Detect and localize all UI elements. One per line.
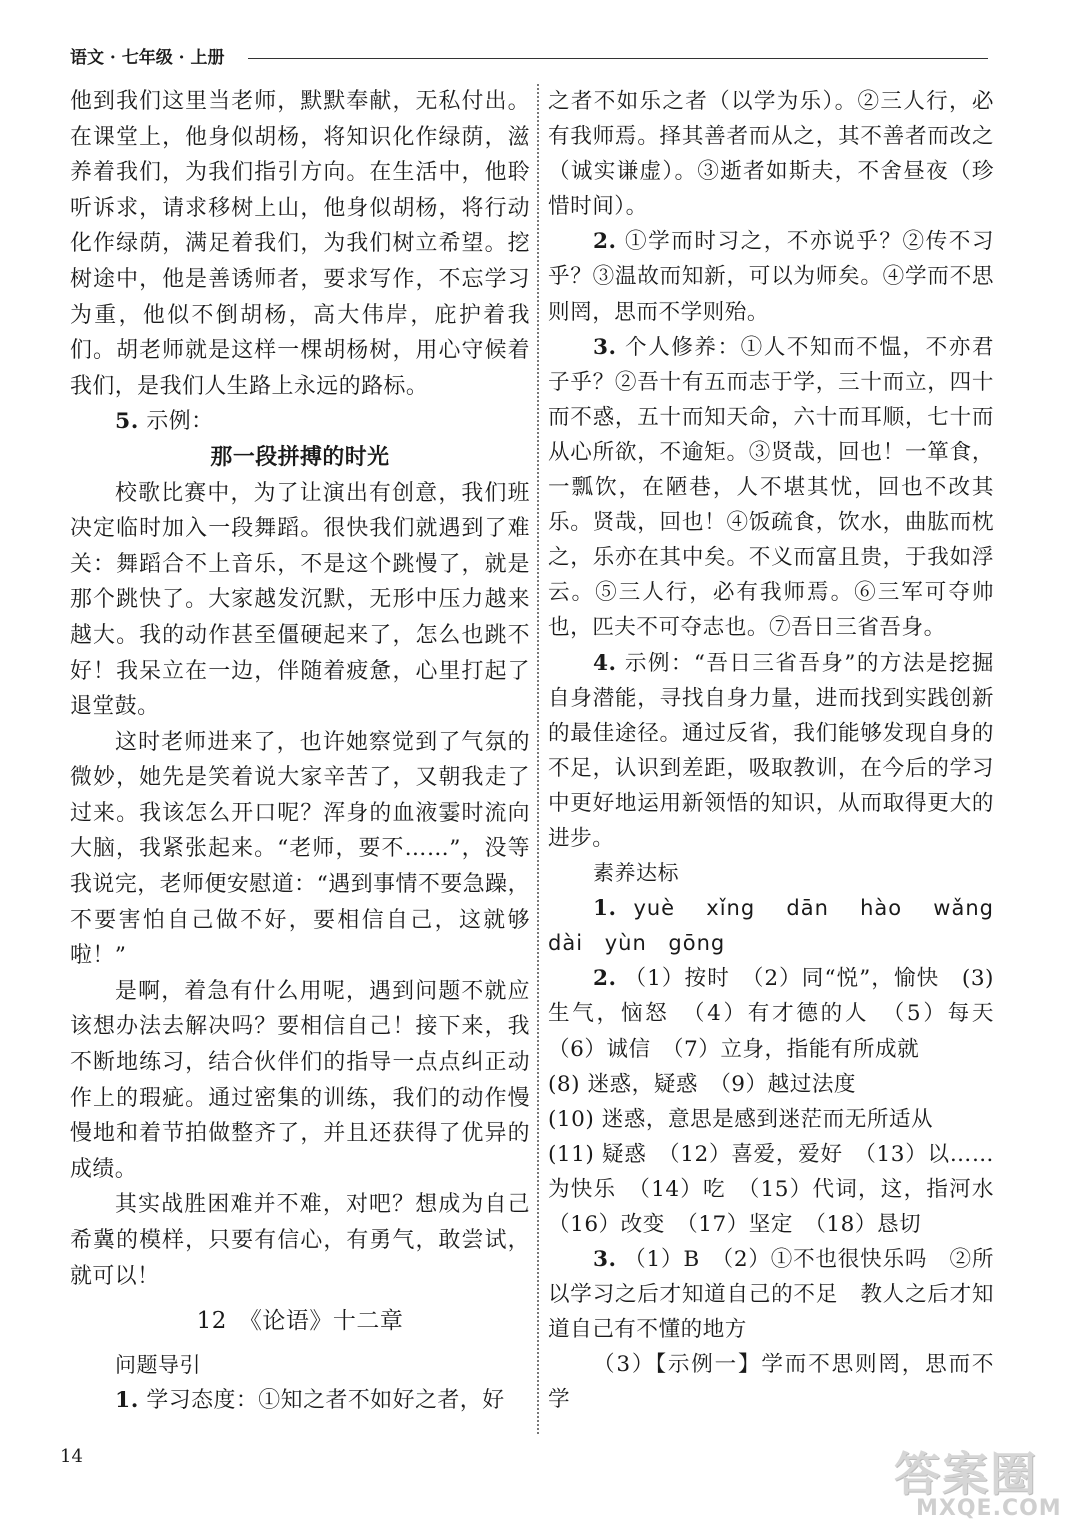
answer-line: (10) 迷惑，意思是感到迷茫而无所适从 — [548, 1106, 934, 1132]
answer-text: （1）按时 （2）同“悦”，愉快 (3) 生气，恼怒 （4）有才德的人 （5）每天 （6）诚信 （7）立身，指能有所成就 — [548, 966, 1017, 1062]
answer-text: 个人修养：①人不知而不愠，不亦君子乎？②吾十有五而志于学，三十而立，四十而不惑，五十而知天命，六十而耳顺，七十而从心所欲，不逾矩。③贤哉，回也！一箪食，一瓢饮，在陋巷，人不堪其忧，回也不改其乐。贤哉，回也！④饭疏食，饮水，曲肱而枕之，乐亦在其中矣。不义而富且贵，于我如浮云。⑤三人行，必有我师焉。⑥三军可夺帅也，匹夫不可夺志也。⑦吾日三省吾身。 — [548, 334, 994, 641]
chapter-title: 12 《论语》十二章 — [196, 1308, 404, 1335]
essay-title: 那一段拼搏的时光 — [210, 443, 390, 470]
answer-line: (11) 疑惑 （12）喜爱，爱好 （13）以……为快乐 （14）吃 （15）代词，这，指河水 （16）改变 （17）坚定 （18）恳切 — [548, 1141, 1017, 1237]
question-number: 2. — [593, 229, 617, 255]
left-column — [70, 84, 530, 1419]
answer-text: ①学而时习之，不亦说乎？②传不习乎？③温故而知新，可以为师矣。④学而不思则罔，思而不学则殆。 — [548, 229, 994, 325]
question-label: 示例： — [146, 409, 214, 435]
essay-paragraph: 这时老师进来了，也许她察觉到了气氛的微妙，她先是笑着说大家辛苦了，又朝我走了过来。我该怎么开口呢？浑身的血液霎时流向大脑，我紧张起来。“老师，要不……”，没等我说完，老师便安慰道：“遇到事情不要急躁，不要害怕自己做不好，要相信自己，这就够啦！” — [70, 729, 530, 969]
section-heading: 素养达标 — [593, 861, 679, 886]
question-5 — [70, 404, 530, 440]
column-divider — [537, 84, 539, 1434]
answer-continuation: 之者不如乐之者（以学为乐）。②三人行，必有我师焉。择其善者而从之，其不善者而改之（诚实谦虚）。③逝者如斯夫，不舍昼夜（珍惜时间）。 — [548, 89, 994, 220]
paragraph: 他到我们这里当老师，默默奉献，无私付出。在课堂上，他身似胡杨，将知识化作绿荫，滋养着我们，为我们指引方向。在生活中，他聆听诉求，请求移树上山，他身似胡杨，将行动化作绿荫，满足着我们，为我们树立希望。挖树途中，他是善诱师者，要求写作，不忘学习为重，他似不倒胡杨，高大伟岸，庇护着我们。胡老师就是这样一棵胡杨树，用心守候着我们，是我们人生路上永远的路标。 — [70, 89, 530, 399]
watermark-main: 答案圈 — [894, 1447, 1038, 1501]
pinyin-answers: yuè xǐng dān hào wǎng dài yùn gōng — [548, 896, 994, 956]
answer-line: (8) 迷惑，疑惑 （9）越过法度 — [548, 1071, 857, 1097]
question-number: 2. — [593, 966, 617, 992]
essay-paragraph: 其实战胜困难并不难，对吧？想成为自己希冀的模样，只要有信心，有勇气，敢尝试，就可以！ — [70, 1192, 530, 1289]
running-header — [70, 46, 988, 72]
answer-item — [548, 1242, 994, 1347]
header-rule — [248, 58, 988, 59]
question-number: 1. — [115, 1387, 139, 1414]
section-heading: 问题导引 — [115, 1352, 201, 1377]
answer-line: （3）【示例一】学而不思则罔，思而不学 — [548, 1352, 994, 1413]
watermark-logo — [880, 1430, 1060, 1530]
question-number: 1. — [593, 896, 617, 922]
essay-paragraph: 是啊，着急有什么用呢，遇到问题不就应该想办法去解决吗？要相信自己！接下来，我不断地练习，结合伙伴们的指导一点点纠正动作上的瑕疵。通过密集的训练，我们的动作慢慢地和着节拍做整齐了，并且还获得了优异的成绩。 — [70, 978, 530, 1182]
answer-text: 学习态度：①知之者不如好之者，好 — [146, 1388, 505, 1414]
question-number: 3. — [593, 1247, 617, 1273]
question-number: 4. — [593, 650, 617, 676]
question-number: 3. — [593, 334, 617, 360]
answer-text: 示例：“吾日三省吾身”的方法是挖掘自身潜能，寻找自身力量，进而找到实践创新的最佳途径。通过反省，我们能够发现自身的不足，认识到差距，吸取教训，在今后的学习中更好地运用新领悟的知识，从而取得更大的进步。 — [548, 650, 994, 851]
right-column — [548, 84, 1017, 1418]
watermark-url: MXQE.COM — [916, 1496, 1062, 1521]
answer-item — [548, 224, 994, 329]
answer-item — [548, 961, 1017, 1066]
answer-item — [548, 891, 994, 961]
answer-item — [70, 1383, 530, 1419]
answer-text: （1）B （2）①不也很快乐吗 ②所以学习之后才知道自己的不足 教人之后才知道自己有不懂的地方 — [548, 1247, 994, 1343]
answer-item — [548, 646, 994, 857]
question-number: 5. — [115, 408, 139, 435]
essay-paragraph: 校歌比赛中，为了让演出有创意，我们班决定临时加入一段舞蹈。很快我们就遇到了难关：舞蹈合不上音乐，不是这个跳慢了，就是那个跳快了。大家越发沉默，无形中压力越来越大。我的动作甚至僵硬起来了，怎么也跳不好！我呆立在一边，伴随着疲惫，心里打起了退堂鼓。 — [70, 480, 530, 720]
page-number: 14 — [60, 1446, 83, 1467]
header-title: 语文 · 七年级 · 上册 — [70, 48, 225, 68]
answer-item — [548, 330, 994, 646]
